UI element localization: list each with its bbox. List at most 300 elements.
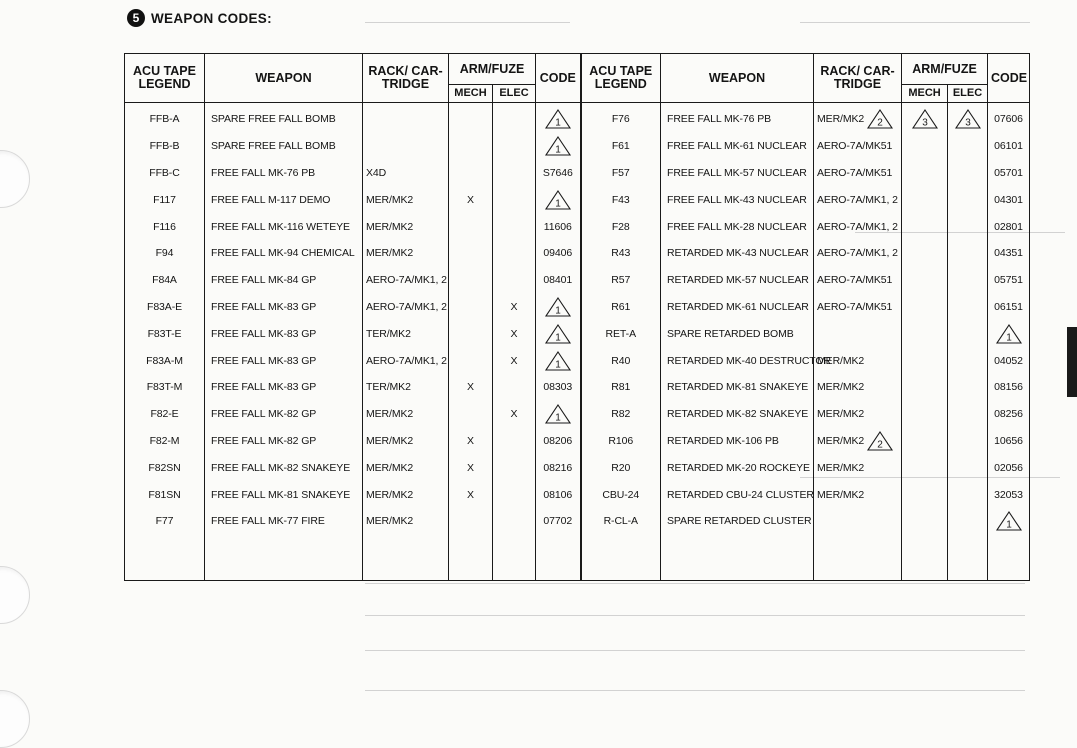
right-elec-cell (948, 508, 988, 535)
right-code-cell-text: 08256 (994, 408, 1023, 421)
left-code-cell (536, 133, 581, 160)
left-mech-cell (449, 294, 493, 321)
left-code-cell-text: 07702 (543, 515, 573, 528)
left-rack-cell (363, 133, 449, 160)
left-mech-cell (449, 133, 493, 160)
right-elec-cell (948, 133, 988, 160)
right-weapon-cell-text: SPARE RETARDED BOMB (667, 327, 794, 340)
right-rack-cell-text: AERO-7A/MK1, 2 (817, 193, 898, 206)
empty-cell (902, 535, 948, 581)
right-legend-cell (581, 160, 661, 187)
right-rack-cell-text: MER/MK2 (817, 113, 865, 126)
left-weapon-cell-text: FREE FALL MK-82 GP (211, 434, 317, 447)
left-mech-cell (449, 240, 493, 267)
right-rack-cell-text: AERO-7A/MK51 (817, 300, 893, 313)
left-legend-cell-text: F82SN (148, 461, 181, 474)
left-mech-cell (449, 160, 493, 187)
left-mech-cell (449, 267, 493, 294)
left-rack-cell (363, 374, 449, 401)
right-legend-cell-text: F61 (611, 140, 630, 153)
right-mech-cell (902, 428, 948, 455)
left-mech-cell (449, 103, 493, 133)
right-legend-cell (581, 347, 661, 374)
left-code-cell (536, 428, 581, 455)
left-code-cell (536, 320, 581, 347)
section-heading (127, 9, 272, 27)
left-rack-cell-text: MER/MK2 (366, 515, 414, 528)
right-legend-cell-text: CBU-24 (602, 488, 640, 501)
note-triangle-icon (996, 324, 1022, 344)
note-triangle-icon (545, 324, 571, 344)
left-code-cell (536, 401, 581, 428)
left-mech-cell (449, 428, 493, 455)
left-code-cell-text: 08303 (543, 381, 573, 394)
left-rack-cell-text: AERO-7A/MK1, 2 (366, 300, 447, 313)
left-legend-cell (125, 103, 205, 133)
right-code-cell (988, 374, 1030, 401)
left-elec-cell (493, 428, 536, 455)
right-legend-cell-text: R43 (611, 247, 631, 260)
note-triangle-icon (996, 511, 1022, 531)
left-weapon-cell (205, 508, 363, 535)
left-weapon-cell (205, 347, 363, 374)
right-mech-cell (902, 213, 948, 240)
note-number: 1 (555, 412, 561, 424)
right-elec-cell (948, 267, 988, 294)
right-legend-cell (581, 294, 661, 321)
left-weapon-cell-text: SPARE FREE FALL BOMB (211, 140, 336, 153)
header-mech-left: MECH (449, 85, 493, 103)
left-elec-cell (493, 160, 536, 187)
left-rack-cell-text: MER/MK2 (366, 220, 414, 233)
empty-cell (449, 535, 493, 581)
left-mech-cell (449, 347, 493, 374)
left-rack-cell (363, 267, 449, 294)
left-elec-cell (493, 454, 536, 481)
left-elec-cell (493, 267, 536, 294)
right-rack-cell (814, 508, 902, 535)
right-weapon-cell (661, 401, 814, 428)
header-elec-left: ELEC (493, 85, 536, 103)
right-rack-wrap (817, 221, 898, 233)
note-number: 1 (555, 305, 561, 317)
right-rack-wrap (817, 301, 892, 313)
right-rack-cell (814, 401, 902, 428)
right-elec-cell (948, 454, 988, 481)
table-row (125, 213, 1030, 240)
left-elec-cell (493, 401, 536, 428)
right-rack-cell-text: MER/MK2 (817, 381, 865, 394)
table-row (125, 401, 1030, 428)
empty-cell (536, 535, 581, 581)
right-rack-cell-text: MER/MK2 (817, 461, 865, 474)
right-rack-cell-text: AERO-7A/MK51 (817, 140, 893, 153)
header-elec-right: ELEC (948, 85, 988, 103)
right-weapon-cell (661, 213, 814, 240)
left-weapon-cell (205, 454, 363, 481)
right-mech-cell (902, 374, 948, 401)
right-legend-cell (581, 481, 661, 508)
right-elec-cell (948, 103, 988, 133)
left-rack-cell (363, 401, 449, 428)
table-filler-row (125, 535, 1030, 581)
header-acu-tape-legend-right: ACU TAPE LEGEND (581, 54, 661, 103)
right-code-cell-text: 08156 (994, 381, 1023, 394)
right-elec-cell (948, 294, 988, 321)
note-triangle-icon (867, 109, 893, 129)
right-mech-cell (902, 240, 948, 267)
left-legend-cell (125, 401, 205, 428)
left-elec-cell-text: X (510, 408, 518, 421)
weapon-codes-table (124, 53, 1030, 581)
right-mech-cell (902, 481, 948, 508)
right-legend-cell-text: R40 (611, 354, 631, 367)
right-legend-cell (581, 401, 661, 428)
right-weapon-cell (661, 347, 831, 374)
right-code-cell-text: 04301 (994, 193, 1023, 206)
header-code-right: CODE (988, 54, 1030, 103)
left-code-cell (536, 294, 581, 321)
left-elec-cell (493, 320, 536, 347)
left-legend-cell (125, 133, 205, 160)
right-rack-wrap (817, 167, 892, 179)
right-rack-cell-text: AERO-7A/MK51 (817, 274, 893, 287)
header-acu-tape-legend-left: ACU TAPE LEGEND (125, 54, 205, 103)
left-weapon-cell-text: FREE FALL MK-116 WETEYE (211, 220, 350, 233)
left-legend-cell-text: FFB-B (149, 140, 180, 153)
right-weapon-cell-text: RETARDED MK-81 SNAKEYE (667, 381, 809, 394)
right-rack-cell (814, 428, 902, 455)
right-legend-cell (581, 103, 661, 133)
right-rack-cell (814, 374, 902, 401)
note-number: 2 (877, 439, 883, 451)
right-rack-cell-text: AERO-7A/MK51 (817, 166, 893, 179)
left-elec-cell (493, 347, 536, 374)
left-rack-cell (363, 481, 449, 508)
right-mech-cell (902, 508, 948, 535)
right-mech-cell (902, 103, 948, 133)
left-mech-cell (449, 374, 493, 401)
right-code-cell (988, 454, 1030, 481)
left-legend-cell (125, 267, 205, 294)
table-row (125, 508, 1030, 535)
right-code-cell-text: 02056 (994, 461, 1023, 474)
left-weapon-cell-text: FREE FALL MK-82 SNAKEYE (211, 461, 351, 474)
table-row (125, 374, 1030, 401)
left-legend-cell-text: FFB-C (149, 166, 180, 179)
left-legend-cell-text: F83T-M (146, 381, 183, 394)
empty-cell (493, 535, 536, 581)
left-elec-cell (493, 133, 536, 160)
right-rack-cell (814, 267, 902, 294)
right-legend-cell-text: R82 (611, 408, 631, 421)
left-rack-cell-text: X4D (366, 166, 387, 179)
right-rack-cell (814, 213, 902, 240)
right-rack-cell (814, 103, 902, 133)
right-rack-wrap (817, 140, 892, 152)
left-code-cell (536, 347, 581, 374)
right-weapon-cell (661, 267, 814, 294)
section-title: WEAPON CODES: (151, 10, 272, 26)
left-code-cell-text: 08106 (543, 488, 573, 501)
note-triangle-icon (545, 351, 571, 371)
right-weapon-cell (661, 320, 814, 347)
right-weapon-cell (661, 186, 814, 213)
left-legend-cell (125, 240, 205, 267)
left-legend-cell (125, 213, 205, 240)
left-elec-cell-text: X (510, 300, 518, 313)
note-number: 1 (555, 332, 561, 344)
left-weapon-cell (205, 186, 363, 213)
left-legend-cell (125, 508, 205, 535)
left-weapon-cell-text: FREE FALL MK-83 GP (211, 327, 317, 340)
right-weapon-cell (661, 133, 814, 160)
right-legend-cell (581, 267, 661, 294)
left-mech-cell (449, 454, 493, 481)
header-weapon-left: WEAPON (205, 54, 363, 103)
right-weapon-cell (661, 428, 814, 455)
right-code-cell (988, 347, 1030, 374)
table-row (125, 294, 1030, 321)
right-weapon-cell (661, 103, 814, 133)
left-legend-cell (125, 186, 205, 213)
left-weapon-cell-text: SPARE FREE FALL BOMB (211, 113, 336, 126)
right-code-cell (988, 401, 1030, 428)
note-number: 3 (921, 117, 928, 129)
right-code-cell-text: 32053 (994, 488, 1023, 501)
left-mech-cell-text: X (467, 193, 474, 206)
right-rack-cell-text: AERO-7A/MK1, 2 (817, 247, 898, 260)
left-elec-cell (493, 481, 536, 508)
right-mech-cell (902, 160, 948, 187)
table-row (125, 240, 1030, 267)
header-rack-right: RACK/ CAR- TRIDGE (814, 54, 902, 103)
left-weapon-cell-text: FREE FALL MK-84 GP (211, 274, 317, 287)
right-code-cell-text: 05701 (994, 166, 1023, 179)
left-rack-cell (363, 454, 449, 481)
note-triangle-icon (912, 109, 938, 129)
right-rack-cell (814, 347, 902, 374)
right-legend-cell-text: RET-A (605, 327, 636, 340)
left-code-cell-text: 09406 (543, 247, 573, 260)
note-number: 1 (1005, 332, 1012, 344)
left-rack-cell (363, 508, 449, 535)
note-number: 1 (555, 144, 561, 156)
right-weapon-cell-text: RETARDED MK-61 NUCLEAR (667, 300, 809, 313)
note-number: 1 (1005, 519, 1012, 531)
empty-cell (661, 535, 814, 581)
table-row (125, 267, 1030, 294)
left-rack-cell (363, 320, 449, 347)
left-rack-cell-text: MER/MK2 (366, 488, 414, 501)
left-weapon-cell (205, 103, 363, 133)
header-rack-left: RACK/ CAR- TRIDGE (363, 54, 449, 103)
left-weapon-cell-text: FREE FALL MK-83 GP (211, 300, 317, 313)
left-legend-cell-text: F117 (153, 193, 176, 206)
right-code-cell-text: 04052 (994, 354, 1023, 367)
right-mech-cell (902, 186, 948, 213)
left-legend-cell-text: F83T-E (147, 327, 182, 340)
left-rack-cell (363, 103, 449, 133)
binder-hole-middle (0, 566, 30, 624)
left-elec-cell (493, 186, 536, 213)
right-weapon-cell-text: FREE FALL MK-61 NUCLEAR (667, 140, 807, 153)
empty-cell (814, 535, 902, 581)
left-weapon-cell-text: FREE FALL MK-94 CHEMICAL (211, 247, 355, 260)
table-row (125, 103, 1030, 133)
right-weapon-cell-text: FREE FALL MK-57 NUCLEAR (667, 166, 807, 179)
left-rack-cell-text: AERO-7A/MK1, 2 (366, 274, 447, 287)
right-rack-cell (814, 294, 902, 321)
left-legend-cell-text: F82-E (150, 408, 179, 421)
left-rack-cell-text: TER/MK2 (366, 327, 411, 340)
right-legend-cell-text: F28 (611, 220, 630, 233)
right-legend-cell-text: R-CL-A (603, 515, 638, 528)
right-rack-wrap (817, 408, 864, 420)
right-mech-cell (902, 401, 948, 428)
left-mech-cell (449, 186, 493, 213)
table-row (125, 347, 1030, 374)
right-weapon-cell (661, 240, 814, 267)
left-weapon-cell-text: FREE FALL MK-83 GP (211, 354, 317, 367)
left-code-cell-text: 08206 (543, 434, 573, 447)
left-weapon-cell-text: FREE FALL MK-81 SNAKEYE (211, 488, 351, 501)
left-code-cell (536, 267, 581, 294)
left-code-cell (536, 103, 581, 133)
right-rack-wrap (817, 247, 898, 259)
note-triangle-icon (545, 297, 571, 317)
right-code-cell (988, 428, 1030, 455)
left-rack-cell (363, 186, 449, 213)
note-number: 1 (555, 198, 561, 210)
header-code-left: CODE (536, 54, 581, 103)
right-legend-cell (581, 320, 661, 347)
right-weapon-cell-text: RETARDED MK-57 NUCLEAR (667, 274, 809, 287)
left-rack-cell-text: MER/MK2 (366, 193, 414, 206)
left-legend-cell-text: F116 (153, 220, 176, 233)
left-mech-cell-text: X (467, 381, 474, 394)
right-mech-cell (902, 347, 948, 374)
left-mech-cell-text: X (467, 488, 474, 501)
left-rack-cell (363, 294, 449, 321)
left-code-cell (536, 374, 581, 401)
left-legend-cell-text: F83A-E (147, 300, 182, 313)
left-legend-cell (125, 320, 205, 347)
right-legend-cell (581, 428, 661, 455)
right-weapon-cell-text: RETARDED MK-20 ROCKEYE (667, 461, 810, 474)
empty-cell (948, 535, 988, 581)
left-code-cell (536, 186, 581, 213)
left-mech-cell (449, 320, 493, 347)
right-elec-cell (948, 160, 988, 187)
empty-cell (988, 535, 1030, 581)
right-code-cell (988, 508, 1030, 535)
right-elec-cell (948, 428, 988, 455)
right-legend-cell-text: F43 (611, 193, 630, 206)
right-weapon-cell-text: RETARDED CBU-24 CLUSTER (667, 488, 814, 501)
right-rack-cell-text: MER/MK2 (817, 434, 865, 447)
right-weapon-cell-text: FREE FALL MK-76 PB (667, 113, 772, 126)
left-legend-cell-text: F77 (155, 515, 174, 528)
right-code-cell-text: 05751 (994, 274, 1023, 287)
table-row (125, 320, 1030, 347)
left-elec-cell (493, 240, 536, 267)
right-rack-wrap (817, 194, 898, 206)
left-weapon-cell-text: FREE FALL MK-77 FIRE (211, 515, 325, 528)
right-elec-cell (948, 401, 988, 428)
right-code-cell (988, 186, 1030, 213)
note-triangle-icon (545, 404, 571, 424)
left-code-cell (536, 213, 581, 240)
right-rack-wrap (817, 489, 864, 501)
right-rack-cell (814, 481, 902, 508)
right-code-cell (988, 160, 1030, 187)
right-weapon-cell-text: FREE FALL MK-28 NUCLEAR (667, 220, 807, 233)
note-triangle-icon (545, 109, 571, 129)
left-weapon-cell (205, 320, 363, 347)
left-elec-cell (493, 294, 536, 321)
right-weapon-cell-text: RETARDED MK-40 DESTRUCTOR (667, 354, 831, 367)
binder-hole-top (0, 150, 30, 208)
right-mech-cell (902, 454, 948, 481)
right-elec-cell (948, 186, 988, 213)
right-code-cell-text: 07606 (994, 113, 1023, 126)
right-code-cell (988, 103, 1030, 133)
right-elec-cell (948, 213, 988, 240)
right-weapon-cell (661, 454, 814, 481)
left-weapon-cell-text: FREE FALL M-117 DEMO (211, 193, 331, 206)
right-code-cell (988, 320, 1030, 347)
left-legend-cell (125, 428, 205, 455)
right-code-cell-text: 06101 (994, 140, 1023, 153)
left-legend-cell (125, 374, 205, 401)
right-legend-cell (581, 186, 661, 213)
right-mech-cell (902, 267, 948, 294)
right-code-cell-text: 02801 (994, 220, 1023, 233)
left-code-cell-text: 08401 (543, 274, 573, 287)
right-legend-cell-text: R20 (611, 461, 631, 474)
left-legend-cell-text: F84A (152, 274, 177, 287)
right-legend-cell (581, 240, 661, 267)
right-code-cell (988, 481, 1030, 508)
right-elec-cell (948, 320, 988, 347)
right-rack-cell (814, 240, 902, 267)
table-row (125, 186, 1030, 213)
left-legend-cell (125, 294, 205, 321)
note-triangle-icon (955, 109, 981, 129)
left-code-cell (536, 240, 581, 267)
left-elec-cell (493, 213, 536, 240)
right-legend-cell (581, 133, 661, 160)
right-legend-cell-text: R106 (608, 434, 634, 447)
left-mech-cell (449, 481, 493, 508)
table-row (125, 160, 1030, 187)
right-weapon-cell-text: SPARE RETARDED CLUSTER (667, 515, 812, 528)
right-weapon-cell-text: RETARDED MK-106 PB (667, 434, 779, 447)
left-rack-cell-text: AERO-7A/MK1, 2 (366, 354, 447, 367)
left-mech-cell-text: X (467, 461, 474, 474)
left-legend-cell-text: F94 (155, 247, 174, 260)
left-mech-cell (449, 508, 493, 535)
right-weapon-cell-text: RETARDED MK-43 NUCLEAR (667, 247, 809, 260)
left-rack-cell (363, 213, 449, 240)
left-legend-cell (125, 481, 205, 508)
left-elec-cell (493, 103, 536, 133)
left-rack-cell (363, 347, 449, 374)
note-triangle-icon (867, 431, 893, 451)
table-row (125, 133, 1030, 160)
note-triangle-icon (545, 190, 571, 210)
